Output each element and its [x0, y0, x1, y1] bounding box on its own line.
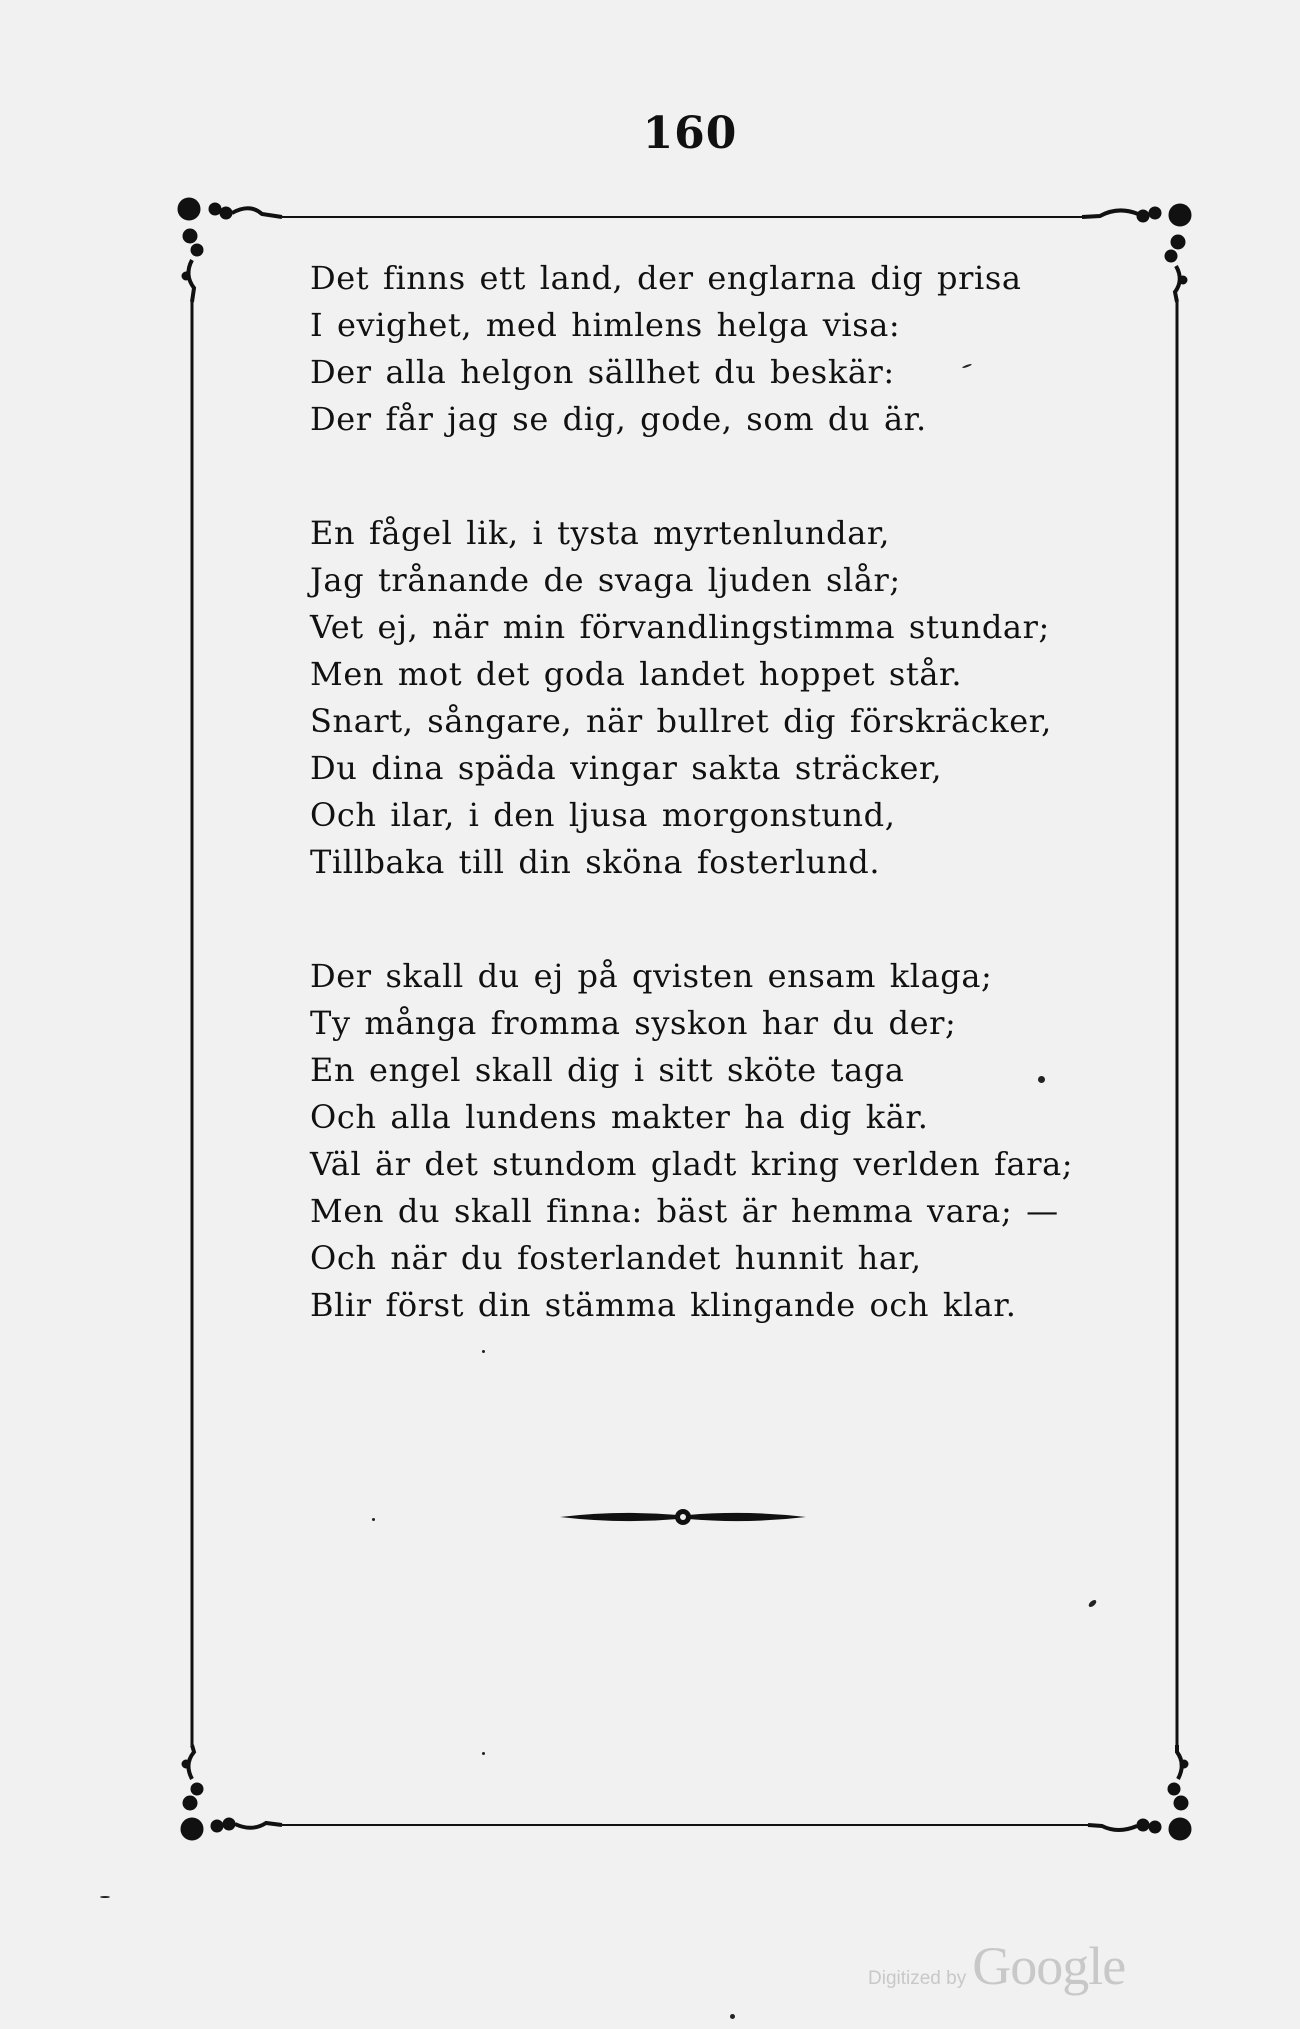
scan-speck: [482, 1350, 485, 1353]
stanza: [310, 510, 1070, 886]
stanza: [310, 255, 1070, 443]
scan-speck: [482, 1752, 485, 1755]
poem-line: Och alla lundens makter ha dig kär.: [310, 1098, 929, 1136]
poem-line: I evighet, med himlens helga visa:: [310, 306, 901, 344]
end-ornament: [560, 1505, 806, 1529]
scan-speck: [372, 1518, 375, 1521]
corner-ornament-bottom-left: [181, 1745, 282, 1840]
poem-line: Men mot det goda landet hoppet står.: [310, 655, 963, 693]
poem-line: En fågel lik, i tysta myrtenlundar,: [310, 514, 891, 552]
poem-line: Och ilar, i den ljusa morgonstund,: [310, 796, 896, 834]
corner-ornament-top-right: [1082, 204, 1191, 302]
poem-line: Och när du fosterlandet hunnit har,: [310, 1239, 922, 1277]
poem-line: Men du skall finna: bäst är hemma vara; —: [310, 1192, 1059, 1230]
poem-line: Blir först din stämma klingande och klar.: [310, 1286, 1017, 1324]
poem-line: En engel skall dig i sitt sköte taga: [310, 1051, 905, 1089]
corner-ornament-bottom-right: [1088, 1745, 1191, 1840]
poem-line: Tillbaka till din sköna fosterlund.: [310, 843, 881, 881]
page-number: 160: [642, 108, 738, 159]
stanza: [310, 953, 1074, 1329]
scan-speck: [100, 1896, 110, 1898]
poem-line: Ty många fromma syskon har du der;: [310, 1004, 957, 1042]
scan-speck: [730, 2014, 735, 2019]
poem-line: Der alla helgon sällhet du beskär:: [310, 353, 895, 391]
poem-line: Snart, sångare, när bullret dig förskräcker,: [310, 702, 1052, 740]
poem-line: Väl är det stundom gladt kring verlden fara;: [310, 1145, 1074, 1183]
watermark-brand: Google: [972, 1936, 1126, 1996]
poem: [310, 255, 1074, 1396]
poem-line: Du dina späda vingar sakta sträcker,: [310, 749, 943, 787]
google-watermark: [868, 1935, 1125, 1997]
poem-line: Det finns ett land, der englarna dig prisa: [310, 259, 1022, 297]
poem-line: Der skall du ej på qvisten ensam klaga;: [310, 957, 993, 995]
watermark-prefix: Digitized by: [868, 1968, 967, 1989]
scan-speck: [1038, 1076, 1045, 1083]
poem-line: Vet ej, när min förvandlingstimma stundar;: [310, 608, 1050, 646]
poem-line: Jag trånande de svaga ljuden slår;: [310, 561, 901, 599]
poem-line: Der får jag se dig, gode, som du är.: [310, 400, 927, 438]
corner-ornament-top-left: [178, 198, 282, 302]
